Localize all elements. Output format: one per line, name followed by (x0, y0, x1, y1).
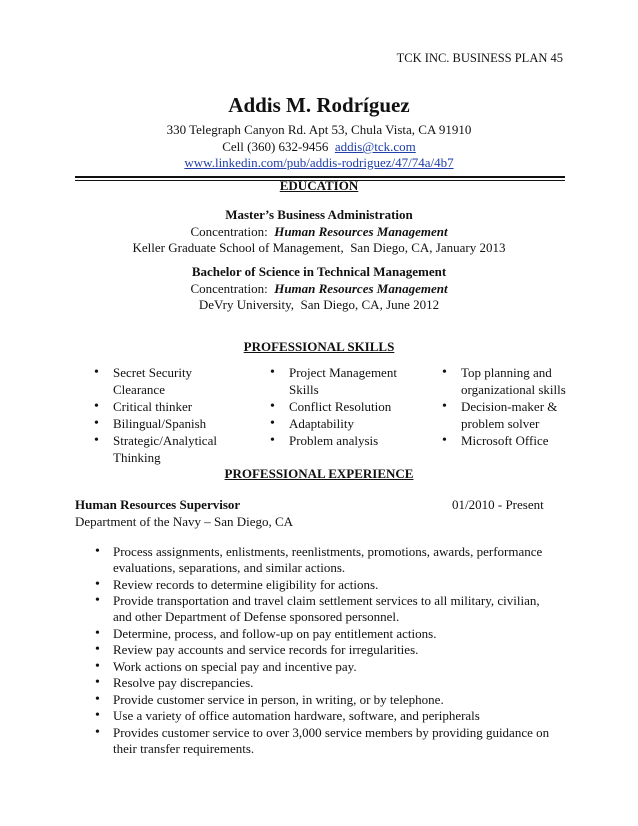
skill-item: • Microsoft Office (440, 432, 575, 449)
duty-item: • Provide transportation and travel claim settlement services to all military, civilian, and other Department of Defense sponsored personnel. (95, 593, 555, 625)
degree-1-concentration (0, 224, 638, 240)
linkedin-line (0, 155, 638, 171)
education-heading: EDUCATION (279, 178, 359, 193)
degree-1-title: Master’s Business Administration (225, 207, 413, 222)
linkedin-link[interactable]: www.linkedin.com/pub/addis-rodriguez/47/74a/4b7 (184, 155, 454, 170)
skill-item: • Top planning and organizational skills (440, 364, 576, 398)
concentration-value: Human Resources Management (274, 281, 448, 296)
candidate-name: Addis M. Rodríguez (228, 93, 410, 117)
skill-item: • Problem analysis (268, 432, 418, 449)
skill-item: • Secret Security Clearance (92, 364, 218, 398)
address-line: 330 Telegraph Canyon Rd. Apt 53, Chula Vista, CA 91910 (166, 122, 472, 137)
school-name: Keller Graduate School of Management, (132, 240, 344, 255)
degree-2-concentration (0, 281, 638, 297)
phone-email-line (0, 139, 638, 155)
skill-item: • Adaptability (268, 415, 418, 432)
skill-item: • Strategic/Analytical Thinking (92, 432, 218, 466)
concentration-value: Human Resources Management (274, 224, 448, 239)
concentration-label: Concentration: (190, 224, 268, 239)
duty-item: • Provide customer service in person, in writing, or by telephone. (95, 692, 555, 708)
skills-column-3 (440, 364, 575, 449)
skill-item: • Conflict Resolution (268, 398, 418, 415)
phone-text: Cell (360) 632-9456 (222, 139, 329, 154)
job-duties-list (95, 544, 555, 757)
duty-item: • Resolve pay discrepancies. (95, 675, 555, 691)
skills-heading: PROFESSIONAL SKILLS (243, 339, 395, 354)
job-employer: Department of the Navy – San Diego, CA (75, 514, 294, 529)
school-location-date: San Diego, CA, June 2012 (300, 297, 440, 312)
degree-1-school (0, 240, 638, 256)
skill-item: • Critical thinker (92, 398, 232, 415)
email-link[interactable]: addis@tck.com (334, 139, 416, 154)
duty-item: • Determine, process, and follow-up on pay entitlement actions. (95, 626, 555, 642)
skills-column-1 (92, 364, 232, 466)
skill-item: • Bilingual/Spanish (92, 415, 232, 432)
degree-2-title: Bachelor of Science in Technical Management (191, 264, 447, 279)
duty-item: • Provides customer service to over 3,000 service members by providing guidance on their transfer requirements. (95, 725, 555, 757)
skill-item: • Decision-maker & problem solver (440, 398, 576, 432)
job-title: Human Resources Supervisor (75, 497, 241, 512)
duty-item: • Work actions on special pay and incentive pay. (95, 659, 555, 675)
experience-heading: PROFESSIONAL EXPERIENCE (224, 466, 414, 481)
job-dates: 01/2010 - Present (452, 497, 544, 512)
skill-item: • Project Management Skills (268, 364, 409, 398)
duty-item: • Process assignments, enlistments, reenlistments, promotions, awards, performance evaluations, separations, and similar actions. (95, 544, 555, 576)
school-name: DeVry University, (198, 297, 294, 312)
degree-2-school (0, 297, 638, 313)
skills-column-2 (268, 364, 418, 449)
duty-item: • Review pay accounts and service records for irregularities. (95, 642, 555, 658)
concentration-label: Concentration: (190, 281, 268, 296)
duty-item: • Use a variety of office automation hardware, software, and peripherals (95, 708, 555, 724)
duty-item: • Review records to determine eligibility for actions. (95, 577, 555, 593)
school-location-date: San Diego, CA, January 2013 (350, 240, 506, 255)
running-header: TCK INC. BUSINESS PLAN 45 (396, 51, 563, 65)
